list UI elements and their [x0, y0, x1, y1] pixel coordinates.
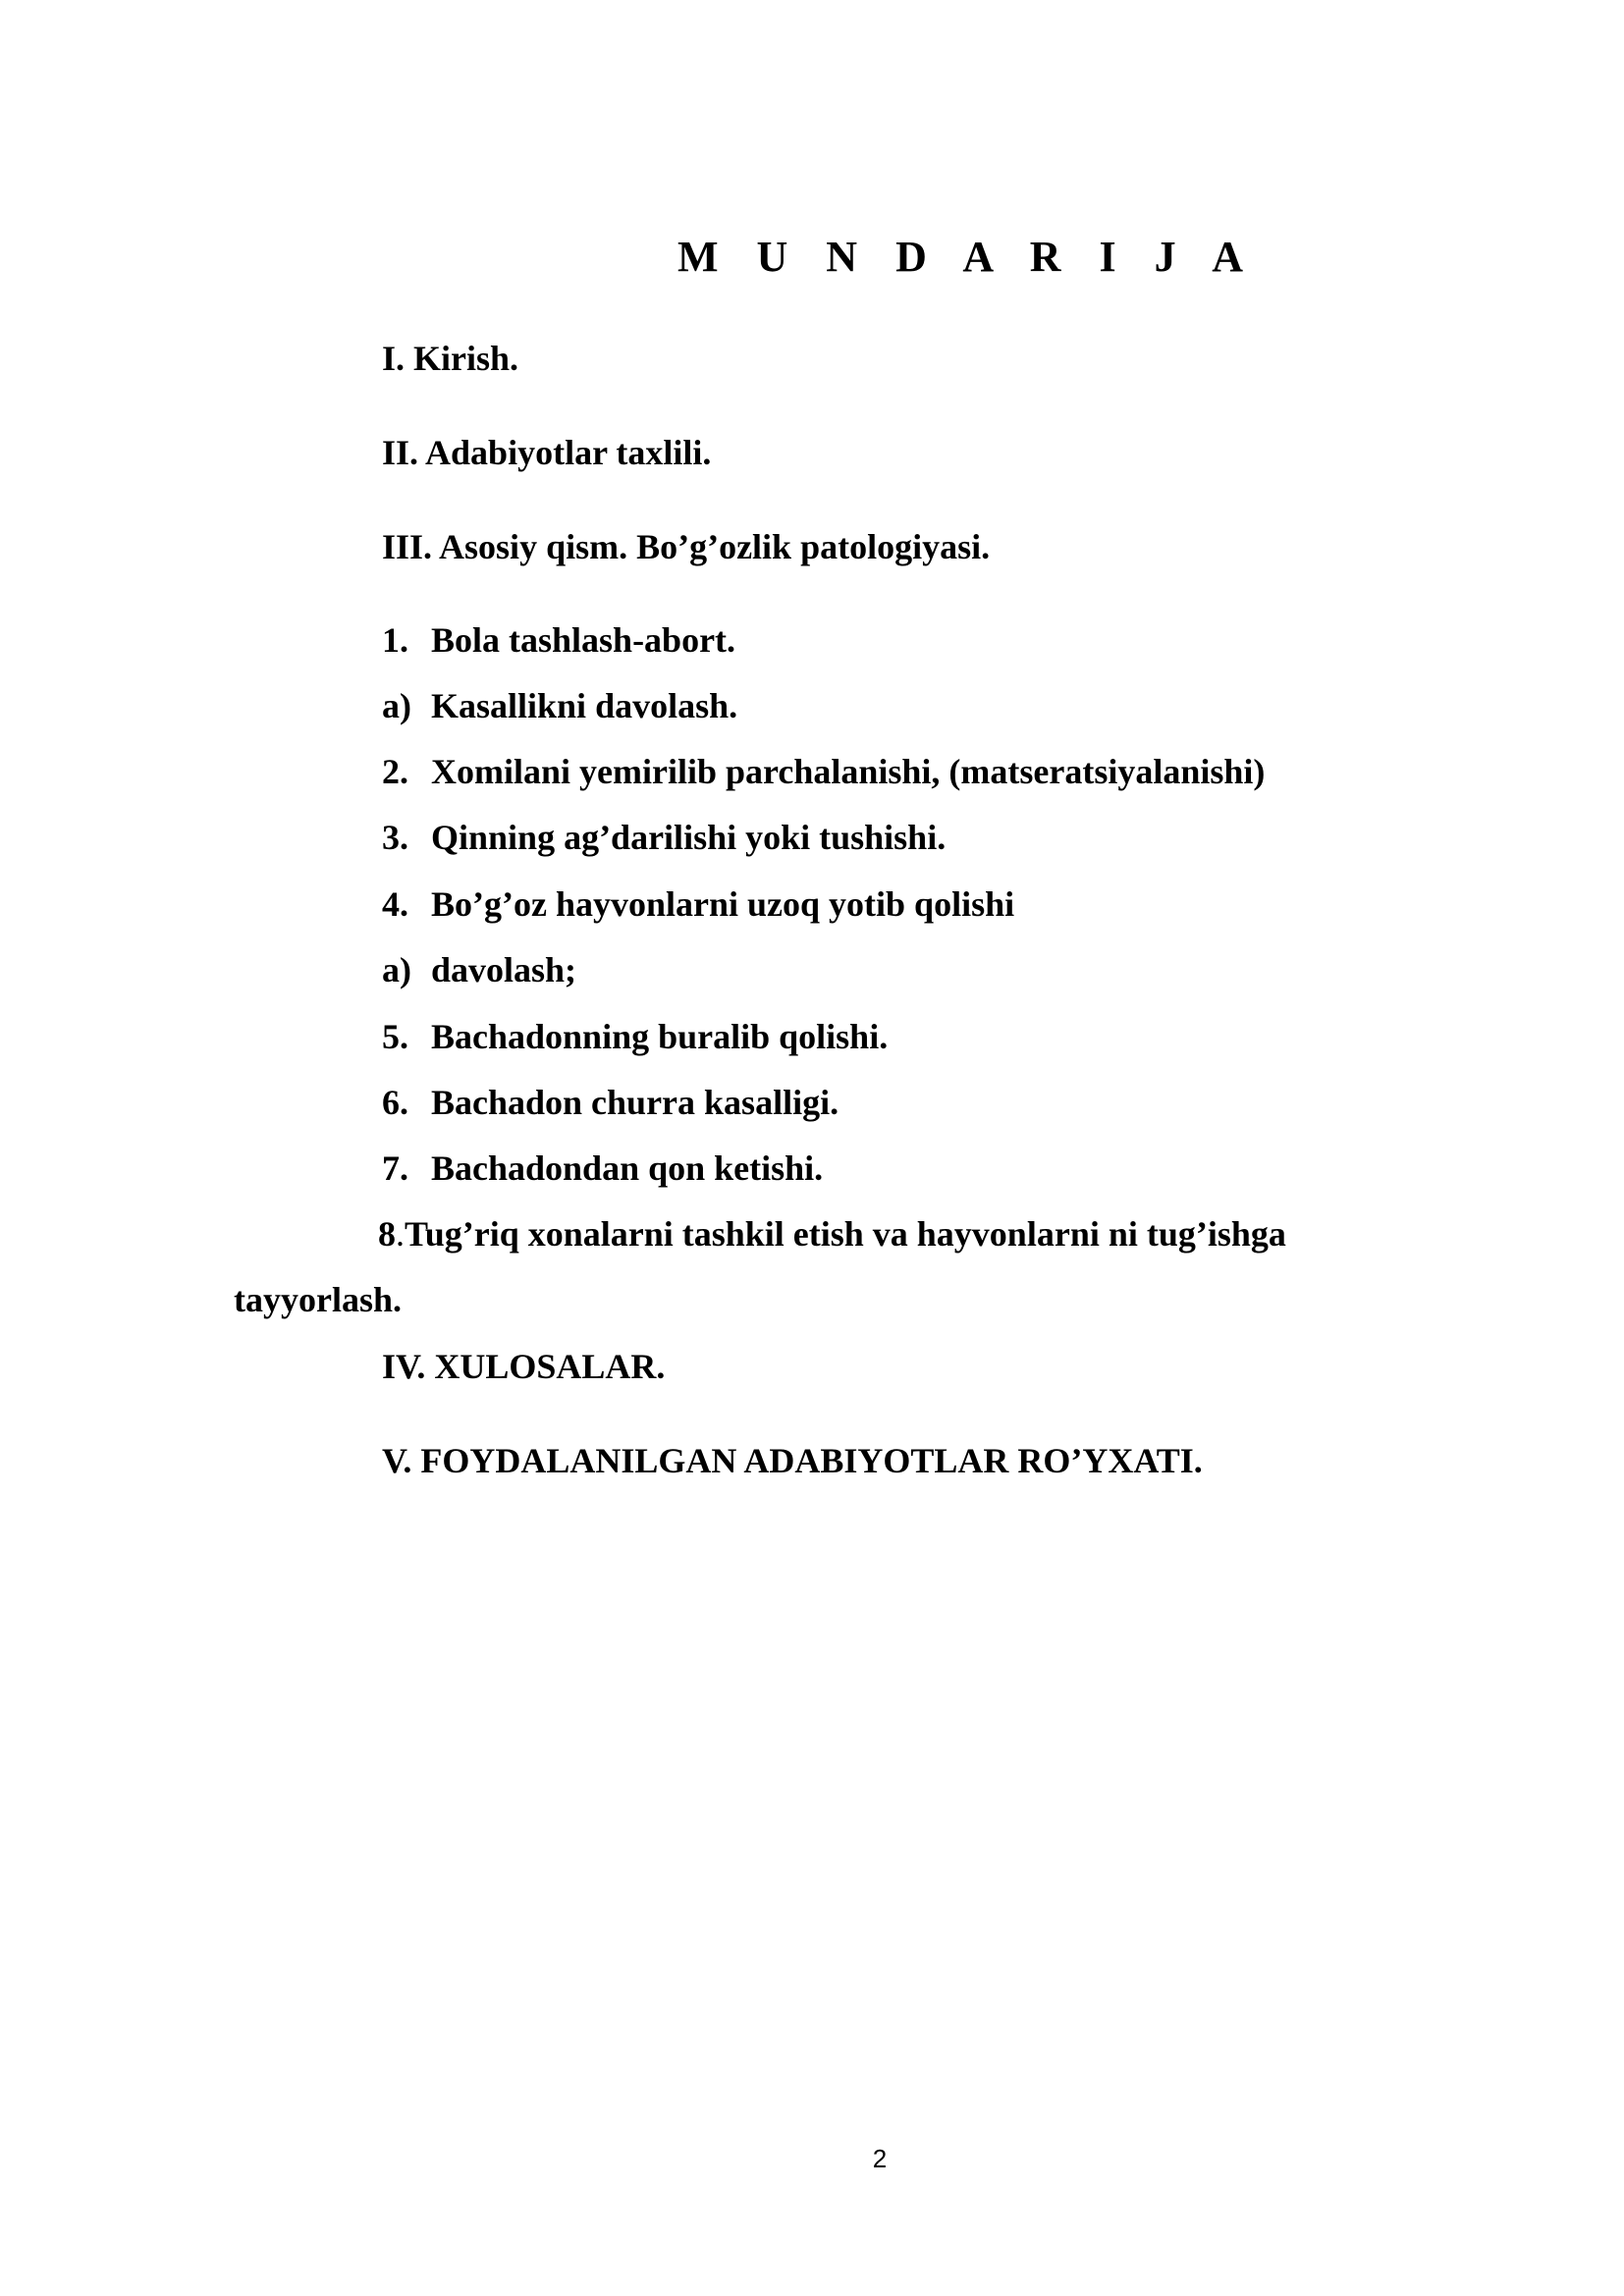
toc-item [382, 1015, 888, 1058]
toc-item-number: 1. [382, 620, 408, 660]
toc-item [382, 1081, 839, 1124]
toc-item-text: Kasallikni davolash. [431, 686, 738, 725]
toc-item-number: a) [382, 686, 411, 725]
toc-item [382, 882, 1014, 926]
toc-item-number: 2. [382, 752, 408, 791]
toc-item-text: Bola tashlash-abort. [431, 620, 736, 660]
toc-item-8 [378, 1212, 1407, 1255]
toc-item [382, 948, 576, 991]
toc-item-number: a) [382, 950, 411, 989]
page-title: M U N D A R I J A [677, 233, 1258, 281]
toc-section-literature: II. Adabiyotlar taxlili. [382, 433, 712, 472]
toc-item [382, 816, 946, 859]
toc-item-text: Qinning ag’darilishi yoki tushishi. [431, 818, 947, 857]
toc-item [382, 1147, 823, 1190]
toc-item-text: Bachadon churra kasalligi. [431, 1083, 839, 1122]
toc-item [382, 684, 737, 727]
toc-item-8-continuation: tayyorlash. [234, 1280, 402, 1319]
toc-item-number: 3. [382, 818, 408, 857]
toc-section-main: III. Asosiy qism. Bo’g’ozlik patologiyasi. [382, 527, 991, 566]
toc-item-number: 7. [382, 1148, 408, 1188]
toc-item-text: Tug’riq xonalarni tashkil etish va hayvonlarni ni tug’ishga [405, 1214, 1286, 1254]
toc-item-number: 6. [382, 1083, 408, 1122]
toc-item [382, 618, 735, 662]
toc-item-separator: . [396, 1214, 405, 1254]
toc-item-text: davolash; [431, 950, 577, 989]
toc-item-text: Bo’g’oz hayvonlarni uzoq yotib qolishi [431, 884, 1015, 924]
toc-item-number: 8 [378, 1214, 396, 1254]
toc-item-text: Xomilani yemirilib parchalanishi, (matseratsiyalanishi) [431, 752, 1266, 791]
toc-item-number: 4. [382, 884, 408, 924]
toc-item [382, 750, 1265, 793]
toc-item-text: Bachadonning buralib qolishi. [431, 1017, 889, 1056]
toc-section-conclusion: IV. XULOSALAR. [382, 1347, 666, 1386]
toc-section-intro: I. Kirish. [382, 339, 519, 378]
toc-item-number: 5. [382, 1017, 408, 1056]
page-number: 2 [872, 2144, 888, 2173]
toc-item-text: Bachadondan qon ketishi. [431, 1148, 824, 1188]
toc-section-references: V. FOYDALANILGAN ADABIYOTLAR RO’YXATI. [382, 1441, 1203, 1480]
